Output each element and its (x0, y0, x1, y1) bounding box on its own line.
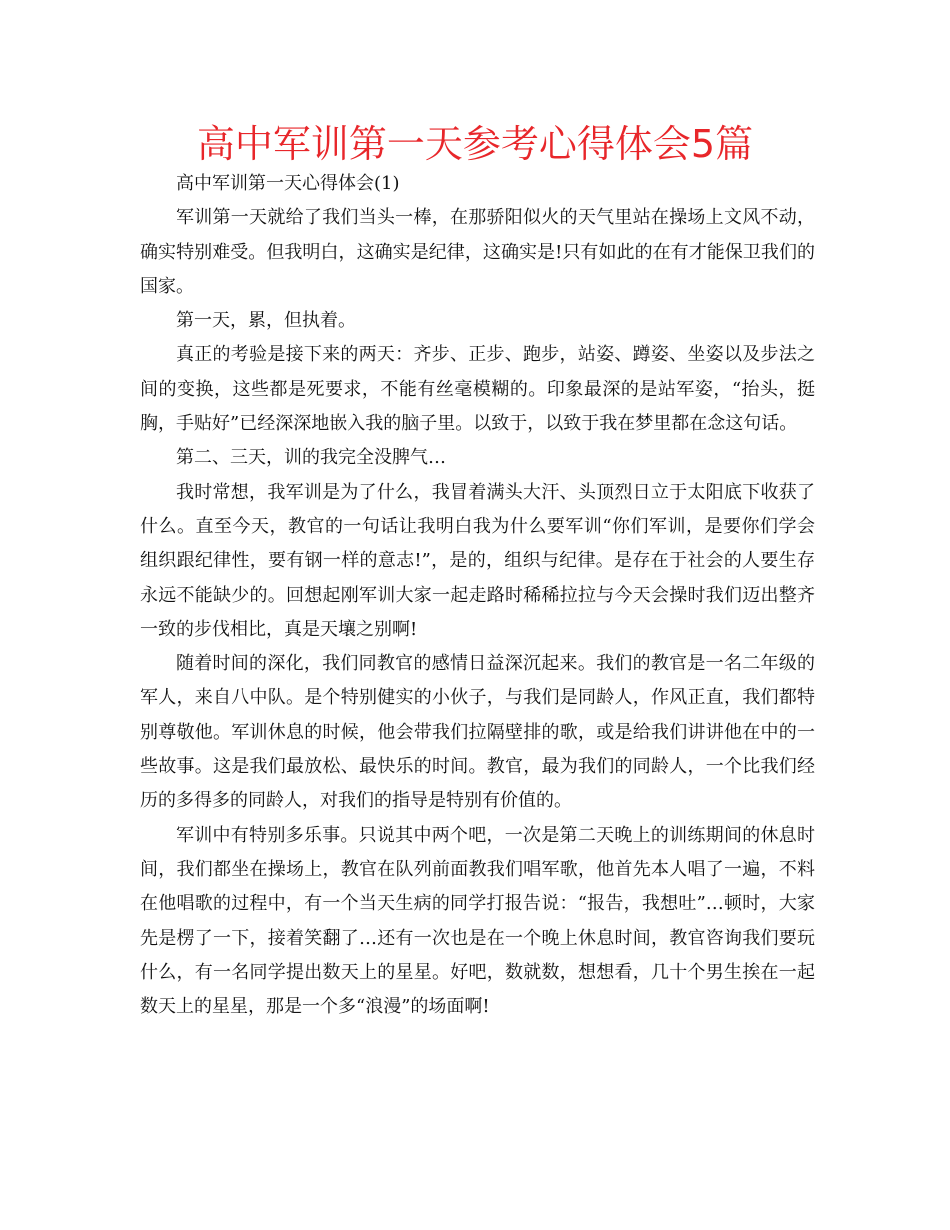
paragraph: 第一天，累，但执着。 (176, 310, 356, 332)
document-body (140, 167, 815, 1024)
paragraph: 第二、三天，训的我完全没脾气… (176, 447, 446, 469)
paragraph: 军训中有特别多乐事。只说其中两个吧，一次是第二天晚上的训练期间的休息时间，我们都坐在操场上，教官在队列前面教我们唱军歌，他首先本人唱了一遍，不料在他唱歌的过程中，有一个当天生病的同学打报告说：“报告，我想吐”…顿时，大家先是楞了一下，接着笑翻了…还有一次也是在一个晚上休息时间，教官咨询我们要玩什么，有一名同学提出数天上的星星。好吧，数就数，想想看，几十个男生挨在一起数天上的星星，那是一个多“浪漫”的场面啊! (140, 824, 815, 1018)
document-title: 高中军训第一天参考心得体会5篇 (196, 122, 754, 166)
paragraph: 真正的考验是接下来的两天：齐步、正步、跑步，站姿、蹲姿、坐姿以及步法之间的变换，这些都是死要求，不能有丝毫模糊的。印象最深的是站军姿，“抬头，挺胸，手贴好”已经深深地嵌入我的脑子里。以致于，以致于我在梦里都在念这句话。 (140, 344, 815, 435)
paragraph: 我时常想，我军训是为了什么，我冒着满头大汗、头顶烈日立于太阳底下收获了什么。直至今天，教官的一句话让我明白我为什么要军训“你们军训，是要你们学会组织跟纪律性，要有钢一样的意志!”，是的，组织与纪律。是存在于社会的人要生存永远不能缺少的。回想起刚军训大家一起走路时稀稀拉拉与今天会操时我们迈出整齐一致的步伐相比，真是天壤之别啊! (140, 481, 815, 640)
section-heading: 高中军训第一天心得体会(1) (176, 173, 400, 194)
paragraph: 军训第一天就给了我们当头一棒，在那骄阳似火的天气里站在操场上文风不动，确实特别难受。但我明白，这确实是纪律，这确实是!只有如此的在有才能保卫我们的国家。 (140, 207, 815, 297)
paragraph: 随着时间的深化，我们同教官的感情日益深沉起来。我们的教官是一名二年级的军人，来自八中队。是个特别健实的小伙子，与我们是同龄人，作风正直，我们都特别尊敬他。军训休息的时候，他会带我们拉隔壁排的歌，或是给我们讲讲他在中的一些故事。这是我们最放松、最快乐的时间。教官，最为我们的同龄人，一个比我们经历的多得多的同龄人，对我们的指导是特别有价值的。 (140, 653, 815, 812)
